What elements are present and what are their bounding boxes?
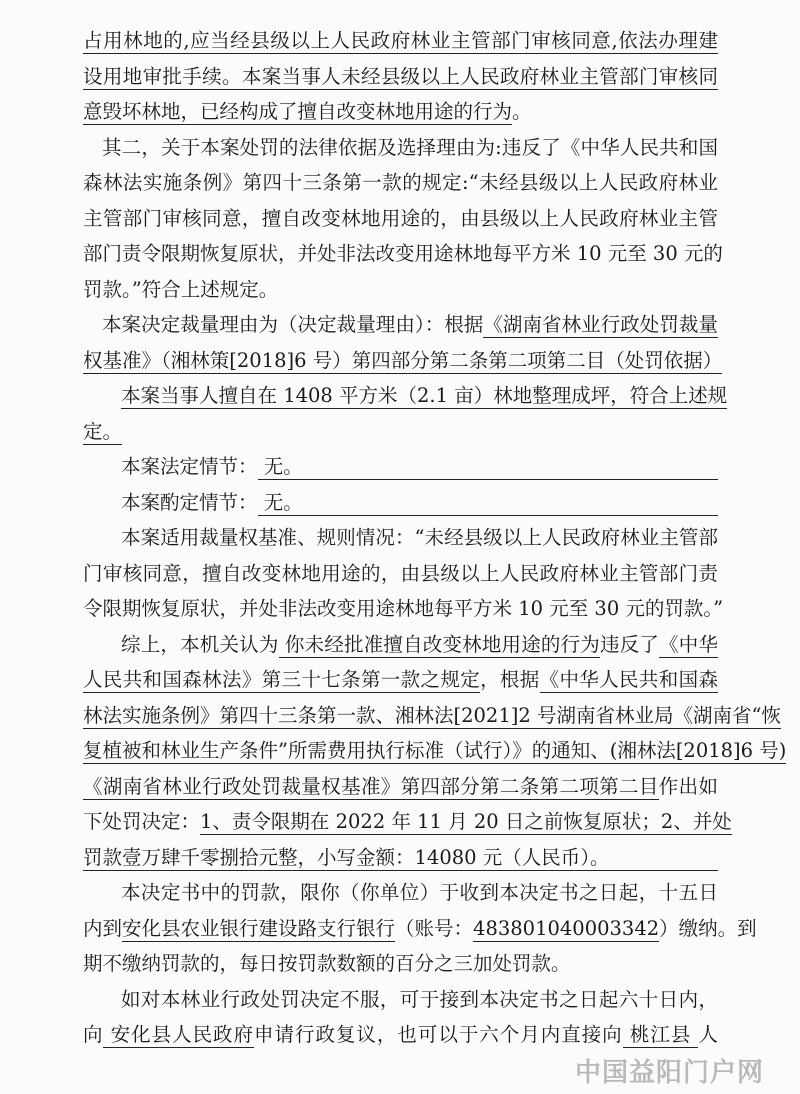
text-line <box>83 419 718 445</box>
underlined-text: 你未经批准擅自改变林地用途的行为 <box>278 632 601 656</box>
text-line <box>83 845 718 871</box>
text-segment: 违反了 <box>600 632 660 656</box>
underlined-text: 《湖南省林业行政处罚裁量 <box>483 313 718 336</box>
underlined-text: 人民共和国森林法》第三十七条第一款之规定 <box>83 668 481 691</box>
underlined-text: 权基准》（湘林策[2018]6 号）第四部分第二条第二项第二目（处罚依据） <box>83 348 723 372</box>
text-segment: 门审核同意，擅自改变林地用途的，由县级以上人民政府林业主管部门责 <box>83 561 718 585</box>
text-segment: （账号： <box>395 916 474 940</box>
underlined-text: 483801040003342 <box>473 916 660 940</box>
text-segment: 部门责令限期恢复原状，并处非法改变用途林地每平方米 10 元至 30 元的 <box>83 242 723 265</box>
text-line <box>83 312 718 338</box>
text-line <box>83 632 718 658</box>
underlined-text: 《中华人民共和国森 <box>539 668 718 691</box>
underlined-text: 《中华 <box>659 632 718 656</box>
text-line <box>83 383 728 409</box>
underlined-text: 本案当事人擅自在 1408 平方米（2.1 亩）林地整理成坪，符合上述规 <box>121 384 728 407</box>
text-line <box>83 135 718 161</box>
text-segment: 主管部门审核同意，擅自改变林地用途的，由县级以上人民政府林业主管 <box>83 206 718 230</box>
text-segment: 如对本林业行政处罚决定不服，可于接到本决定书之日起六十日内， <box>121 987 718 1011</box>
text-line <box>83 561 718 587</box>
underlined-text: 定。 <box>83 419 123 443</box>
text-segment: 综上，本机关认为 <box>121 632 279 656</box>
blank-fill-line <box>303 495 718 516</box>
underlined-text: 意毁坏林地，已经构成了擅自改变林地用途的行为 <box>83 100 513 123</box>
underlined-text: 占用林地的,应当经县级以上人民政府林业主管部门审核同意,依法办理建 <box>83 29 718 52</box>
text-line <box>83 206 718 232</box>
watermark: 中国益阳门户网 <box>574 1058 764 1088</box>
text-segment: 本案酌定情节： <box>121 490 258 514</box>
text-line <box>83 774 718 800</box>
underlined-text: 无。 <box>257 490 303 514</box>
underlined-text: 罚款壹万肆千零捌拾元整，小写金额：14080 元（人民币）。 <box>83 845 610 869</box>
text-line <box>83 525 718 551</box>
text-segment: 本案决定裁量理由为（决定裁量理由）：根据 <box>102 313 484 336</box>
text-line <box>83 241 723 267</box>
text-segment: 下处罚决定： <box>83 810 201 833</box>
text-line <box>83 880 718 906</box>
text-line <box>83 738 787 764</box>
underlined-text: 1、责令限期在 2022 年 11 月 20 日之前恢复原状；2、并处 <box>200 810 732 833</box>
text-line <box>83 64 718 90</box>
text-segment: 申请行政复议，也可以于六个月内直接向 <box>254 1023 623 1046</box>
text-segment: 内到 <box>83 916 123 940</box>
underlined-text: 《湖南省林业行政处罚裁量权基准》第四部分第二条第二项第二目 <box>83 774 659 798</box>
text-segment: 令限期恢复原状，并处非法改变用途林地每平方米 10 元至 30 元的罚款。” <box>83 597 724 620</box>
text-line <box>83 1022 718 1048</box>
text-line <box>83 99 718 125</box>
underlined-text: 复植被和林业生产条件”所需费用执行标准（试行）》的通知、(湘林法[2018]6 号) <box>83 739 787 762</box>
text-segment: ，根据 <box>480 668 540 691</box>
blank-fill-line <box>609 850 718 871</box>
underlined-text: 林法实施条例》第四十三条第一款、湘林法[2021]2 号湖南省林业局《湖南省“恢 <box>83 703 781 727</box>
text-segment: 向 <box>83 1023 104 1046</box>
text-line <box>83 490 718 516</box>
text-line <box>83 277 718 303</box>
text-line <box>83 987 718 1013</box>
text-line <box>83 667 718 693</box>
text-line <box>83 809 732 835</box>
text-segment: 本案法定情节： <box>121 455 258 478</box>
text-segment: 人 <box>698 1023 718 1046</box>
underlined-text: 桃江县 <box>622 1023 699 1046</box>
text-segment: ）缴纳。到 <box>659 916 757 940</box>
text-segment: 罚款。”符合上述规定。 <box>83 277 279 301</box>
text-line <box>83 596 724 622</box>
underlined-text: 设用地审批手续。本案当事人未经县级以上人民政府林业主管部门审核同 <box>83 64 718 88</box>
blank-fill-line <box>303 459 718 480</box>
text-line <box>83 348 723 374</box>
text-segment: 。 <box>512 100 532 123</box>
underlined-text: 安化县人民政府 <box>103 1023 255 1046</box>
text-line <box>83 916 757 942</box>
text-line <box>83 28 718 54</box>
text-segment: 其二，关于本案处罚的法律依据及选择理由为:违反了《中华人民共和国 <box>102 135 718 159</box>
text-line <box>83 170 718 196</box>
text-line <box>83 454 718 480</box>
text-segment: 本案适用裁量权基准、规则情况：“未经县级以上人民政府林业主管部 <box>121 526 718 549</box>
text-line <box>83 951 718 977</box>
underlined-text: 安化县农业银行建设路支行银行 <box>122 916 396 940</box>
text-segment: 本决定书中的罚款，限你（你单位）于收到本决定书之日起，十五日 <box>121 881 718 904</box>
text-segment: 期不缴纳罚款的，每日按罚款数额的百分之三加处罚款。 <box>83 952 571 975</box>
underlined-text: 无。 <box>257 455 303 478</box>
text-line <box>83 703 781 729</box>
text-segment: 作出如 <box>658 774 718 798</box>
text-segment: 森林法实施条例》第四十三条第一款的规定:“未经县级以上人民政府林业 <box>83 171 718 194</box>
